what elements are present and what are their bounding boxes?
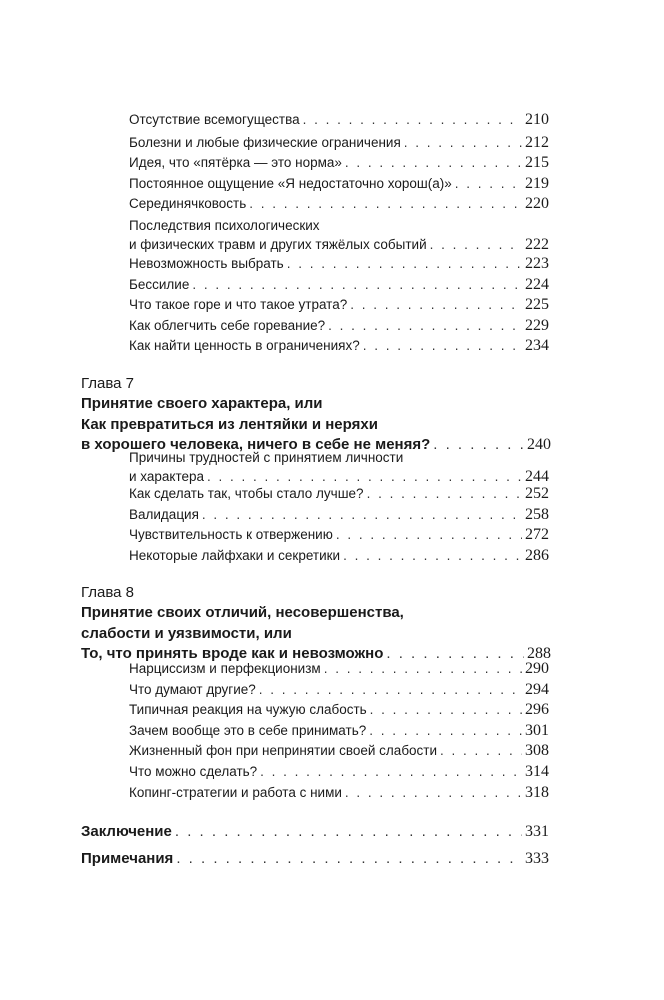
entry-title: Некоторые лайфхаки и секретики: [129, 548, 341, 563]
entry-page: 224: [525, 276, 549, 293]
toc-entry: [129, 316, 549, 335]
entry-page: 318: [525, 784, 549, 801]
entry-title: Постоянное ощущение «Я недостаточно хорош(а)»: [129, 176, 452, 191]
toc-entry: [129, 110, 549, 129]
entry-title: и характера: [129, 469, 205, 484]
entry-title: Как найти ценность в ограничениях?: [129, 338, 360, 353]
leader-dots: [343, 546, 522, 565]
entry-title: Невозможность выбрать: [129, 256, 284, 271]
toc-entry-conclusion: [81, 821, 549, 842]
leader-dots: [176, 848, 522, 869]
chapter-title-line2: слабости и уязвимости, или: [81, 624, 292, 642]
entry-page: 331: [525, 823, 549, 840]
leader-dots: [367, 484, 522, 503]
chapter-title: [81, 394, 551, 456]
leader-dots: [259, 680, 522, 699]
entry-page: 212: [525, 134, 549, 151]
toc-entry: [129, 680, 549, 699]
leader-dots: [287, 254, 522, 273]
toc-entry: [129, 525, 549, 544]
chapter-title-line3: То, что принять вроде как и невозможно: [81, 645, 384, 662]
entry-page: 215: [525, 154, 549, 171]
entry-title: Чувствительность к отвержению: [129, 527, 333, 542]
entry-page: 308: [525, 742, 549, 759]
toc-entry: [129, 700, 549, 719]
entry-title: Что думают другие?: [129, 682, 256, 697]
leader-dots: [430, 235, 522, 254]
entry-page: 220: [525, 195, 549, 212]
entry-title-line1: Причины трудностей с принятием личности: [129, 450, 404, 465]
entry-page: 229: [525, 317, 549, 334]
chapter-label: Глава 8: [81, 584, 135, 601]
entry-title: Что такое горе и что такое утрата?: [129, 297, 348, 312]
leader-dots: [336, 525, 522, 544]
chapter-title: [81, 603, 551, 665]
entry-title: Примечания: [81, 850, 174, 867]
toc-entry: [129, 275, 549, 294]
toc-entry: [129, 505, 549, 524]
toc-entry: [129, 659, 549, 678]
toc-entry: [129, 741, 549, 760]
entry-title: Идея, что «пятёрка — это норма»: [129, 155, 342, 170]
entry-page: 272: [525, 526, 549, 543]
toc-entry: [129, 783, 549, 802]
leader-dots: [303, 110, 522, 129]
entry-page: 252: [525, 485, 549, 502]
toc-entry: [129, 153, 549, 172]
entry-title: Как облегчить себе горевание?: [129, 318, 326, 333]
leader-dots: [202, 505, 522, 524]
entry-title: Что можно сделать?: [129, 764, 258, 779]
entry-page: 234: [525, 337, 549, 354]
entry-title: Серединячковость: [129, 196, 247, 211]
chapter-title-line1: Принятие своего характера, или: [81, 395, 323, 412]
entry-title: Как сделать так, чтобы стало лучше?: [129, 486, 364, 501]
entry-page: 244: [525, 468, 549, 485]
chapter-label: Глава 7: [81, 375, 135, 392]
chapter-title-line3: в хорошего человека, ничего в себе не меняя?: [81, 436, 431, 453]
entry-title: Валидация: [129, 507, 199, 522]
leader-dots: [455, 174, 522, 193]
entry-page: 222: [525, 236, 549, 253]
leader-dots: [175, 821, 522, 842]
entry-title-line1: Последствия психологических: [129, 218, 320, 233]
leader-dots: [440, 741, 522, 760]
entry-page: 219: [525, 175, 549, 192]
entry-page: 258: [525, 506, 549, 523]
toc-entry: [129, 484, 549, 503]
toc-entry: [129, 254, 549, 273]
entry-page: 294: [525, 681, 549, 698]
leader-dots: [328, 316, 522, 335]
entry-title: Зачем вообще это в себе принимать?: [129, 723, 367, 738]
entry-title: Отсутствие всемогущества: [129, 112, 300, 127]
leader-dots: [370, 700, 522, 719]
entry-page: 290: [525, 660, 549, 677]
leader-dots: [350, 295, 522, 314]
leader-dots: [260, 762, 522, 781]
toc-entry: [129, 448, 549, 486]
leader-dots: [324, 659, 522, 678]
leader-dots: [369, 721, 522, 740]
entry-page: 296: [525, 701, 549, 718]
entry-title: Болезни и любые физические ограничения: [129, 135, 401, 150]
toc-entry: [129, 133, 549, 152]
toc-entry: [129, 194, 549, 213]
entry-page: 210: [525, 111, 549, 128]
entry-title: Типичная реакция на чужую слабость: [129, 702, 367, 717]
entry-title: Копинг-стратегии и работа с ними: [129, 785, 342, 800]
chapter-title-line2: Как превратиться из лентяйки и неряхи: [81, 415, 378, 433]
entry-title: Жизненный фон при непринятии своей слабости: [129, 743, 438, 758]
leader-dots: [249, 194, 522, 213]
toc-entry: [129, 216, 549, 254]
toc-entry: [129, 721, 549, 740]
entry-page: 225: [525, 296, 549, 313]
entry-title: и физических травм и других тяжёлых событий: [129, 237, 427, 252]
toc-entry: [129, 546, 549, 565]
leader-dots: [363, 336, 522, 355]
entry-page: 301: [525, 722, 549, 739]
entry-title: Бессилие: [129, 277, 190, 292]
entry-title: Заключение: [81, 823, 172, 840]
toc-entry: [129, 336, 549, 355]
leader-dots: [192, 275, 522, 294]
entry-page: 314: [525, 763, 549, 780]
toc-entry-notes: [81, 848, 549, 869]
chapter-page: 240: [527, 436, 551, 453]
toc-entry: [129, 295, 549, 314]
entry-page: 223: [525, 255, 549, 272]
entry-title: Нарциссизм и перфекционизм: [129, 661, 321, 676]
toc-entry: [129, 174, 549, 193]
leader-dots: [345, 783, 522, 802]
entry-page: 286: [525, 547, 549, 564]
toc-entry: [129, 762, 549, 781]
leader-dots: [404, 133, 522, 152]
entry-page: 333: [525, 850, 549, 867]
chapter-title-line1: Принятие своих отличий, несовершенства,: [81, 604, 404, 621]
leader-dots: [345, 153, 522, 172]
chapter-page: 288: [527, 645, 551, 662]
